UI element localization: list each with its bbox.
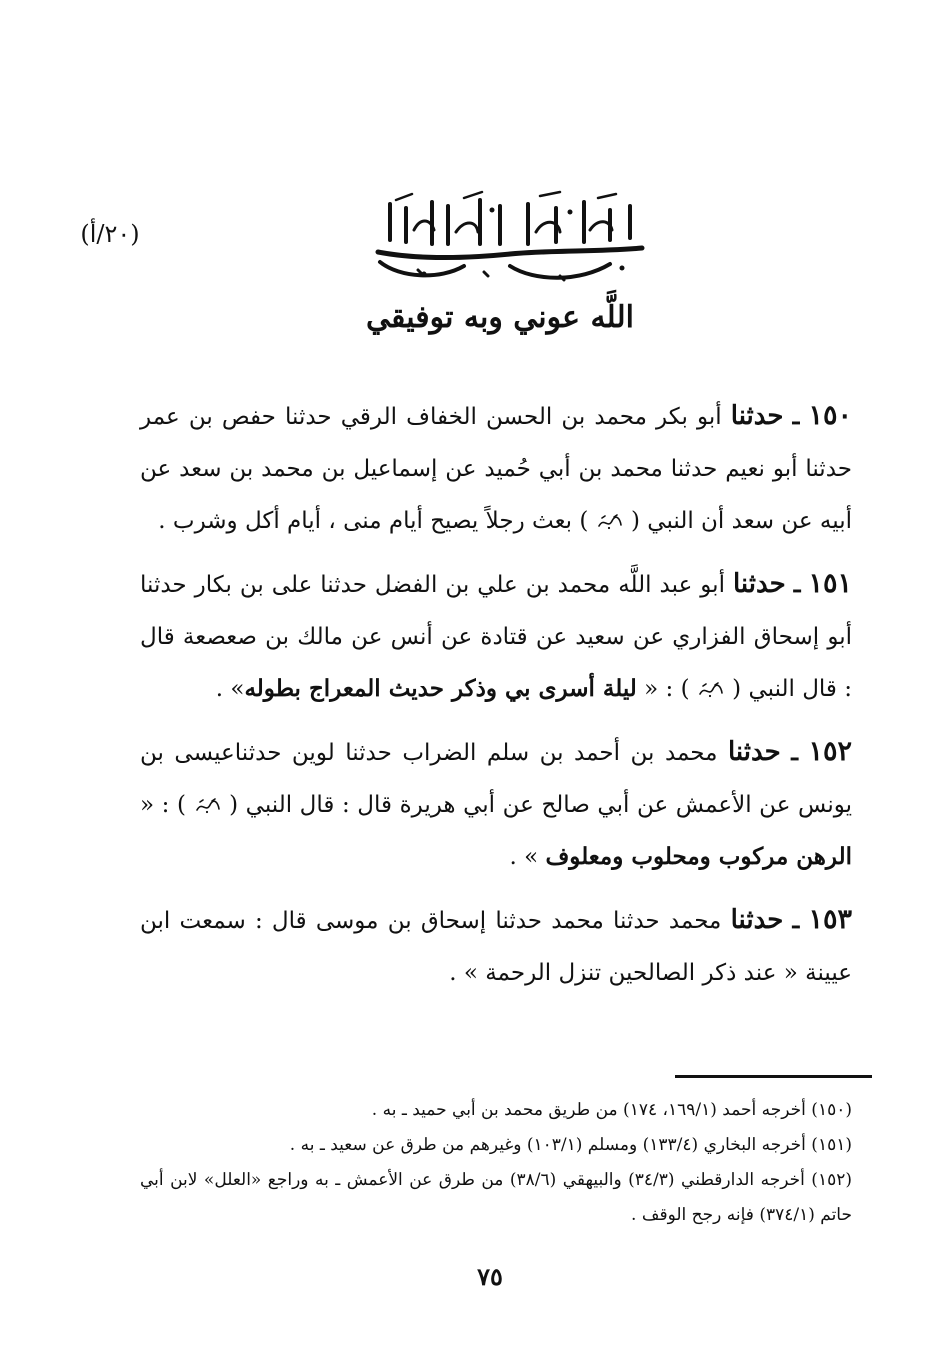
hadith-text-end: » . bbox=[215, 676, 245, 702]
hadith-quote: ليلة أسرى بي وذكر حديث المعراج بطوله bbox=[244, 675, 637, 702]
folio-marker: (٢٠/أ) bbox=[80, 220, 140, 248]
hadith-dash: ـ bbox=[792, 403, 800, 430]
hadith-text-end: » . bbox=[509, 844, 539, 870]
hadith-number: ١٥٠ bbox=[808, 400, 853, 431]
page-number: ٧٥ bbox=[477, 1262, 503, 1291]
hadith-151 bbox=[140, 558, 852, 715]
footnote-150: (١٥٠) أخرجه أحمد (١٦٩/١، ١٧٤) من طريق محمد بن أبي حميد ـ به . bbox=[371, 1100, 852, 1120]
hadith-dash: ـ bbox=[793, 571, 801, 598]
salawat-ligature-icon bbox=[194, 797, 222, 815]
hadith-text: ) : « bbox=[140, 792, 186, 818]
page-title: اللَّه عوني وبه توفيقي bbox=[366, 300, 634, 335]
footnote-divider bbox=[675, 1075, 872, 1078]
footnotes bbox=[140, 1093, 852, 1233]
hadith-lead: حدثنا bbox=[730, 905, 784, 935]
hadith-number: ١٥١ bbox=[808, 568, 853, 599]
hadith-dash: ـ bbox=[791, 739, 798, 766]
hadith-text: أبو بكر محمد بن الحسن الخفاف الرقي حدثنا حفص بن عمر حدثنا أبو نعيم حدثنا محمد بن أبي حُميد عن إسماعيل بن محمد بن سعد عن أبيه عن سعد أن النبي ( bbox=[140, 404, 852, 534]
hadith-text: ) بعث رجلاً يصيح أيام منى ، أيام أكل وشرب . bbox=[158, 508, 589, 534]
footnote-151: (١٥١) أخرجه البخاري (١٣٣/٤) ومسلم (١٠٣/١) وغيرهم من طرق عن سعيد ـ به . bbox=[289, 1135, 852, 1155]
hadith-dash: ـ bbox=[792, 907, 800, 934]
hadith-text: ) : « bbox=[644, 676, 690, 702]
hadith-text: محمد بن أحمد بن سلم الضراب حدثنا لوين حدثناعيسى بن يونس عن الأعمش عن أبي صالح عن أبي هريرة قال : قال النبي ( bbox=[140, 740, 852, 818]
hadith-lead: حدثنا bbox=[733, 569, 786, 599]
hadith-lead: حدثنا bbox=[730, 401, 784, 431]
hadith-text: أبو عبد اللَّه محمد بن علي بن الفضل حدثنا على بن بكار حدثنا أبو إسحاق الفزاري عن سعيد عن قتادة عن أنس عن مالك بن صعصعة قال : قال النبي ( bbox=[140, 572, 852, 702]
footnote-152: (١٥٢) أخرجه الدارقطني (٣٤/٣) والبيهقي (٣٨/٦) من طرق عن الأعمش ـ به وراجع «العلل» لابن أبي حاتم (٣٧٤/١) فإنه رجح الوقف . bbox=[140, 1170, 852, 1225]
hadith-152 bbox=[140, 726, 852, 883]
main-text bbox=[140, 390, 852, 1010]
basmala-calligraphy bbox=[360, 182, 660, 292]
hadith-150 bbox=[140, 390, 852, 547]
hadith-number: ١٥٢ bbox=[808, 736, 853, 767]
hadith-lead: حدثنا bbox=[728, 737, 781, 767]
hadith-number: ١٥٣ bbox=[808, 904, 853, 935]
basmala-calligraphy-icon bbox=[360, 182, 660, 292]
salawat-ligature-icon bbox=[697, 681, 725, 699]
salawat-ligature-icon bbox=[596, 513, 624, 531]
hadith-153 bbox=[140, 894, 852, 999]
hadith-text: محمد حدثنا محمد حدثنا إسحاق بن موسى قال : سمعت ابن عيينة « عند ذكر الصالحين تنزل الرحمة » . bbox=[140, 908, 852, 986]
hadith-quote: الرهن مركوب ومحلوب ومعلوف bbox=[545, 843, 852, 870]
